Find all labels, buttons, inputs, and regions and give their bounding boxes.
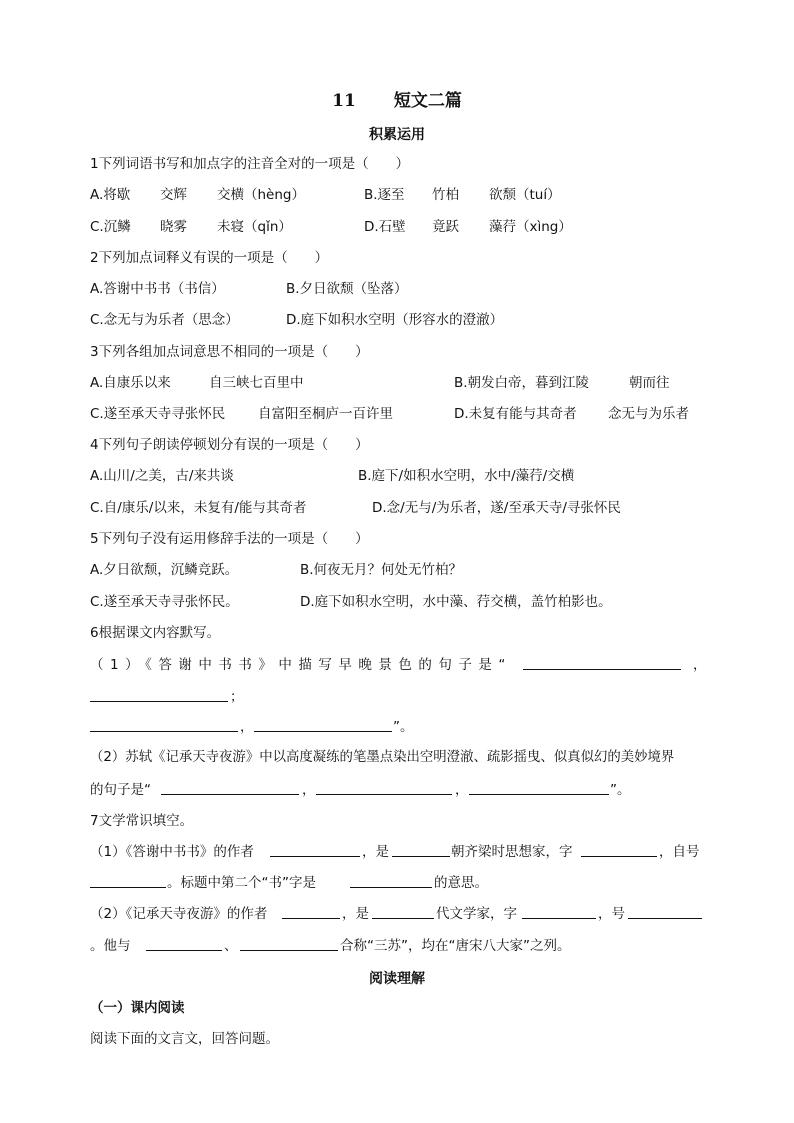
q6-blank-3[interactable]: [90, 718, 238, 732]
q2-option-b: B.夕日欲颓（坠落）: [286, 281, 408, 297]
q7-part2-c: 代文学家，字: [436, 906, 517, 922]
q1-option-a: A.将歇: [90, 187, 131, 203]
q7-part1-b: ，是: [362, 844, 389, 860]
q6-part2-end: ”。: [610, 782, 631, 798]
q7-blank-author1[interactable]: [270, 843, 360, 857]
q7-part1-f: 的意思。: [434, 875, 488, 891]
q1-option-c-word3: 未寝（qǐn）: [217, 219, 292, 235]
q3-option-c: C.遂至承天寺寻张怀民: [90, 406, 226, 422]
q6-blank-6[interactable]: [316, 781, 452, 795]
reading-instruction: 阅读下面的文言文，回答问题。: [90, 1031, 279, 1047]
q1-option-d-word2: 竟跃: [432, 219, 459, 235]
q3-option-d: D.未复有能与其奇者: [454, 406, 577, 422]
q6-part2-prompt: （2）苏轼《记承天寺夜游》中以高度凝练的笔墨点染出空明澄澈、疏影摇曳、似真似幻的美妙境界: [90, 750, 675, 765]
q7-part2-a: （2）《记承天寺夜游》的作者: [90, 906, 268, 922]
q7-blank-pseudonym2[interactable]: [628, 905, 702, 919]
q6-blank-4[interactable]: [254, 718, 392, 732]
q5-option-c: C.遂至承天寺寻张怀民。: [90, 594, 239, 610]
q3-option-a-phrase2: 自三峡七百里中: [209, 375, 304, 391]
section-heading-accumulate: 积累运用: [369, 127, 425, 143]
q6-part1-end: ”。: [393, 719, 414, 735]
q6-blank-1[interactable]: [523, 656, 681, 670]
q1-option-c-word2: 晓雾: [160, 219, 187, 235]
q7-part2-g: 合称“三苏”，均在“唐宋八大家”之列。: [340, 938, 571, 954]
q7-blank-courtesy1[interactable]: [581, 843, 657, 857]
q4-stem: 4下列句子朗读停顿划分有误的一项是（ ）: [90, 437, 369, 453]
q6-part1-comma: ，: [693, 657, 707, 673]
q7-stem: 7文学常识填空。: [90, 813, 194, 829]
q6-stem: 6根据课文内容默写。: [90, 625, 221, 641]
q3-option-b: B.朝发白帝，暮到江陵: [454, 375, 590, 391]
q6-part1-comma2: ，: [240, 719, 254, 735]
lesson-number: 11: [332, 91, 356, 111]
q6-blank-5[interactable]: [161, 781, 299, 795]
section-heading-reading: 阅读理解: [369, 971, 425, 987]
q2-stem: 2下列加点词释义有误的一项是（ ）: [90, 250, 329, 266]
q3-option-d-phrase2: 念无与为乐者: [608, 406, 689, 422]
q5-option-d: D.庭下如积水空明，水中藻、荇交横，盖竹柏影也。: [300, 594, 612, 610]
q6-blank-2[interactable]: [90, 688, 228, 702]
q4-option-c: C.自/康乐/以来，未复有/能与其奇者: [90, 500, 307, 516]
q4-option-d: D.念/无与/为乐者，遂/至承天寺/寻张怀民: [372, 500, 621, 516]
q1-option-b: B.逐至: [364, 187, 405, 203]
q7-part2-e: 。他与: [90, 938, 131, 954]
q3-option-b-phrase2: 朝而往: [629, 375, 670, 391]
q7-part1-a: （1）《答谢中书书》的作者: [90, 844, 254, 860]
q7-part2-f: 、: [224, 938, 238, 954]
q7-part2-d: ，号: [598, 906, 625, 922]
q7-blank-courtesy2[interactable]: [522, 905, 596, 919]
q4-option-a: A.山川/之美，古/来共谈: [90, 468, 234, 484]
q7-blank-meaning[interactable]: [350, 874, 432, 888]
q3-option-c-phrase2: 自富阳至桐庐一百许里: [258, 406, 393, 422]
q2-option-c: C.念无与为乐者（思念）: [90, 312, 239, 328]
q4-option-b: B.庭下/如积水空明，水中/藻荇/交横: [358, 468, 575, 484]
q6-part2-comma2: ，: [455, 782, 469, 798]
q7-part1-d: ，自号: [659, 844, 700, 860]
q1-option-d: D.石壁: [364, 219, 406, 235]
q7-blank-author2[interactable]: [282, 905, 340, 919]
q3-stem: 3下列各组加点词意思不相同的一项是（ ）: [90, 344, 369, 360]
q7-blank-pseudonym1[interactable]: [90, 874, 166, 888]
lesson-title: 短文二篇: [393, 91, 462, 111]
q7-blank-person1[interactable]: [146, 937, 222, 951]
q7-blank-dynasty1[interactable]: [392, 843, 450, 857]
q3-option-a: A.自康乐以来: [90, 375, 171, 391]
page-title: [0, 86, 794, 111]
q6-part1-prompt: （1）《答谢中书书》中描写早晚景色的句子是“: [90, 657, 512, 673]
q7-part1-c: 朝齐梁时思想家，字: [451, 844, 573, 860]
q1-option-a-word2: 交辉: [160, 187, 187, 203]
q1-option-d-word3: 藻荇（xìng）: [489, 219, 572, 235]
q6-part2-comma1: ，: [302, 782, 316, 798]
q6-part1-semicolon: ；: [230, 689, 244, 705]
q6-part2-prompt-cont: 的句子是“: [90, 782, 151, 798]
q1-option-c: C.沉鳞: [90, 219, 131, 235]
q2-option-d: D.庭下如积水空明（形容水的澄澈）: [286, 312, 504, 328]
q7-blank-person2[interactable]: [240, 937, 338, 951]
q5-stem: 5下列句子没有运用修辞手法的一项是（ ）: [90, 531, 369, 547]
q1-option-a-word3: 交横（hèng）: [217, 187, 305, 203]
q2-option-a: A.答谢中书书（书信）: [90, 281, 225, 297]
q6-blank-7[interactable]: [469, 781, 609, 795]
q7-part2-b: ，是: [342, 906, 369, 922]
q1-stem: 1下列词语书写和加点字的注音全对的一项是（ ）: [90, 156, 410, 172]
q1-option-b-word2: 竹柏: [432, 187, 459, 203]
q7-blank-dynasty2[interactable]: [372, 905, 434, 919]
q7-part1-e: 。标题中第二个“书”字是: [167, 875, 316, 891]
q5-option-b: B.何夜无月？何处无竹柏？: [300, 562, 463, 578]
reading-subheading: （一）课内阅读: [90, 1000, 185, 1016]
q5-option-a: A.夕日欲颓，沉鳞竞跃。: [90, 562, 239, 578]
q1-option-b-word3: 欲颓（tuí）: [489, 187, 561, 203]
